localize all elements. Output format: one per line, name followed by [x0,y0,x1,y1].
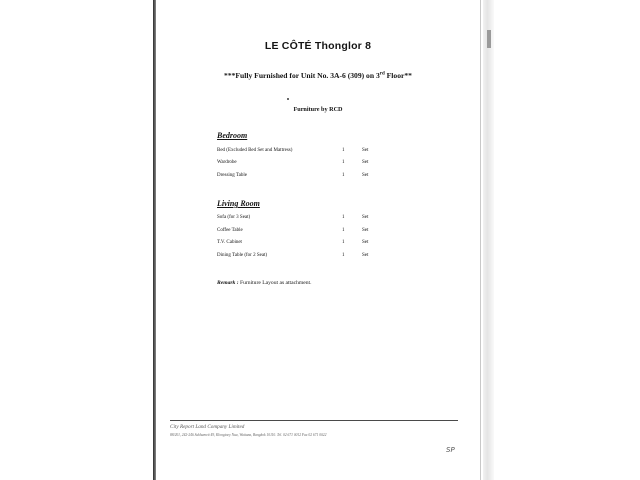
document-title: LE CÔTÉ Thonglor 8 [264,40,372,52]
document-page [156,0,480,480]
furniture-qty: 1 [342,253,345,258]
subtitle-ordinal: rd [379,71,385,77]
subtitle-end: Floor** [384,71,412,80]
furniture-item: Wardrobe [217,160,237,165]
furniture-unit: Set [362,173,369,178]
furniture-row [217,253,387,262]
page-right-edge [480,0,481,480]
remark-label: Remark : [217,280,239,286]
furniture-row [217,173,387,182]
furniture-qty: 1 [342,148,345,153]
furniture-row [217,148,387,157]
furniture-item: Coffee Table [217,228,243,233]
footer-divider [170,420,458,421]
remark-line [217,280,311,286]
furniture-qty: 1 [342,240,345,245]
furniture-item: Sofa (for 3 Seat) [217,215,251,220]
handwritten-initials: SP [446,446,455,454]
furniture-item: Dining Table (for 2 Seat) [217,253,268,258]
furniture-item: Bed (Excluded Bed Set and Mattress) [217,148,293,153]
furniture-qty: 1 [342,173,345,178]
furniture-unit: Set [362,228,369,233]
section-heading-living-room: Living Room [217,199,260,208]
footer-company-name: City Report Land Company Limited [170,424,245,430]
furniture-row [217,228,387,237]
section-heading-bedroom: Bedroom [217,131,248,140]
scan-margin-strip [483,0,494,480]
furniture-qty: 1 [342,160,345,165]
furniture-unit: Set [362,215,369,220]
furniture-row [217,215,387,224]
furniture-item: Dressing Table [217,173,247,178]
furniture-provider-heading: Furniture by RCD [293,106,343,113]
furniture-unit: Set [362,148,369,153]
furniture-item: T.V. Cabinet [217,240,242,245]
furniture-unit: Set [362,240,369,245]
scan-speck [287,98,289,100]
furniture-row [217,160,387,169]
scan-strip-mark [487,30,491,48]
footer-address: 88/201, 242-246 Sukhumvit 49, Klongtoey Nua, Wattana, Bangkok 10110. Tel. 02 671 0012 Fax 02 671 0022 [170,433,327,437]
furniture-unit: Set [362,160,369,165]
furniture-qty: 1 [342,228,345,233]
unit-subtitle [156,71,480,80]
furniture-row [217,240,387,249]
furniture-unit: Set [362,253,369,258]
furniture-qty: 1 [342,215,345,220]
remark-text: Furniture Layout as attachment. [238,280,312,286]
subtitle-main: ***Fully Furnished for Unit No. 3A-6 (309) on 3 [224,71,380,80]
